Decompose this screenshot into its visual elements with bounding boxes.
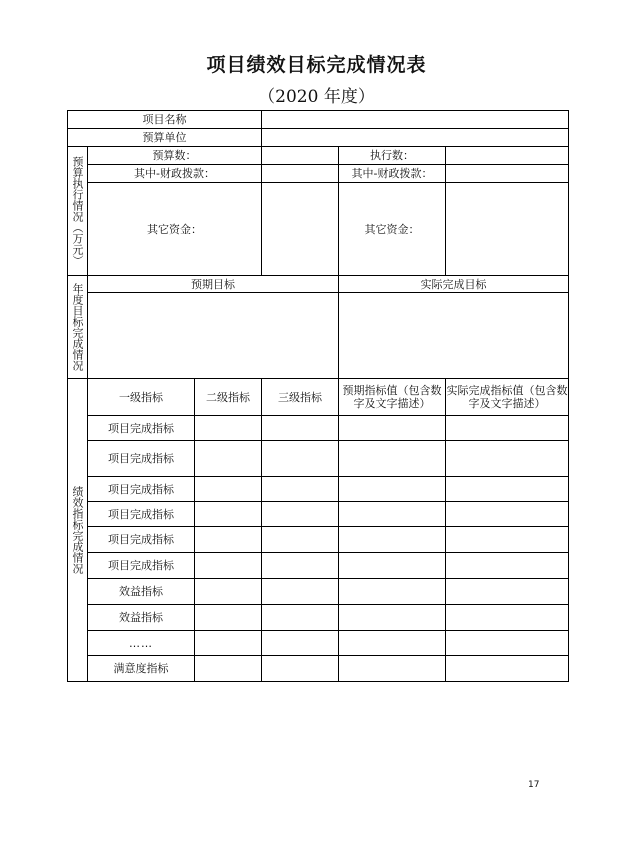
indicator-row-label: 满意度指标 xyxy=(88,656,195,682)
other-funds-label-right: 其它资金： xyxy=(339,183,446,276)
indicator-cell[interactable] xyxy=(195,605,262,631)
budget-unit-value[interactable] xyxy=(262,129,569,147)
indicator-row-label: 项目完成指标 xyxy=(88,441,195,477)
fiscal-label-right: 其中-财政拨款： xyxy=(339,165,446,183)
indicator-cell[interactable] xyxy=(195,477,262,502)
fiscal-value-left[interactable] xyxy=(262,165,339,183)
indicator-cell[interactable] xyxy=(262,441,339,477)
budget-unit-label: 预算单位 xyxy=(68,129,262,147)
other-funds-label-left: 其它资金： xyxy=(88,183,262,276)
indicator-cell[interactable] xyxy=(339,416,446,441)
indicator-cell[interactable] xyxy=(339,441,446,477)
indicator-cell[interactable] xyxy=(446,656,569,682)
actual-goal-value[interactable] xyxy=(339,293,569,379)
indicator-cell[interactable] xyxy=(262,502,339,527)
planned-goal-header: 预期目标 xyxy=(88,276,339,293)
indicator-cell[interactable] xyxy=(446,416,569,441)
indicator-cell[interactable] xyxy=(195,416,262,441)
indicator-section-label: 绩效指标完成情况 xyxy=(68,379,88,682)
indicator-header-level2: 二级指标 xyxy=(195,379,262,416)
fiscal-label-left: 其中-财政拨款： xyxy=(88,165,262,183)
fiscal-value-right[interactable] xyxy=(446,165,569,183)
indicator-cell[interactable] xyxy=(262,631,339,656)
indicator-cell[interactable] xyxy=(446,553,569,579)
indicator-cell[interactable] xyxy=(339,631,446,656)
indicator-header-level3: 三级指标 xyxy=(262,379,339,416)
indicator-row-label: 项目完成指标 xyxy=(88,502,195,527)
budget-amount-label: 预算数： xyxy=(88,147,262,165)
budget-exec-section-label: 预算执行情况（万元） xyxy=(68,147,88,276)
indicator-cell[interactable] xyxy=(339,656,446,682)
annual-goal-section-label: 年度目标完成情况 xyxy=(68,276,88,379)
indicator-row-label: 项目完成指标 xyxy=(88,477,195,502)
indicator-cell[interactable] xyxy=(339,502,446,527)
exec-amount-label: 执行数： xyxy=(339,147,446,165)
indicator-cell[interactable] xyxy=(262,605,339,631)
other-funds-value-left[interactable] xyxy=(262,183,339,276)
other-funds-value-right[interactable] xyxy=(446,183,569,276)
indicator-row-label: 项目完成指标 xyxy=(88,553,195,579)
budget-amount-value[interactable] xyxy=(262,147,339,165)
indicator-cell[interactable] xyxy=(339,527,446,553)
indicator-cell[interactable] xyxy=(446,441,569,477)
exec-amount-value[interactable] xyxy=(446,147,569,165)
page-title: 项目绩效目标完成情况表 xyxy=(206,54,427,76)
indicator-cell[interactable] xyxy=(262,656,339,682)
indicator-cell[interactable] xyxy=(262,579,339,605)
project-name-label: 项目名称 xyxy=(68,111,262,129)
indicator-cell[interactable] xyxy=(195,656,262,682)
planned-goal-value[interactable] xyxy=(88,293,339,379)
project-name-value[interactable] xyxy=(262,111,569,129)
indicator-cell[interactable] xyxy=(195,502,262,527)
indicator-row-label: 效益指标 xyxy=(88,605,195,631)
indicator-row-label: 效益指标 xyxy=(88,579,195,605)
indicator-cell[interactable] xyxy=(262,527,339,553)
indicator-cell[interactable] xyxy=(195,553,262,579)
indicator-cell[interactable] xyxy=(446,579,569,605)
indicator-cell[interactable] xyxy=(446,631,569,656)
indicator-header-level1: 一级指标 xyxy=(88,379,195,416)
page-number: 17 xyxy=(528,780,540,790)
indicator-cell[interactable] xyxy=(195,527,262,553)
indicator-cell[interactable] xyxy=(446,502,569,527)
indicator-cell[interactable] xyxy=(262,553,339,579)
year-subtitle: （2020 年度） xyxy=(258,87,375,107)
indicator-cell[interactable] xyxy=(339,605,446,631)
indicator-cell[interactable] xyxy=(195,631,262,656)
indicator-cell[interactable] xyxy=(446,605,569,631)
indicator-cell[interactable] xyxy=(262,416,339,441)
performance-table xyxy=(67,110,569,682)
indicator-header-actual: 实际完成指标值（包含数字及文字描述） xyxy=(446,379,569,416)
indicator-cell[interactable] xyxy=(195,441,262,477)
indicator-cell[interactable] xyxy=(195,579,262,605)
indicator-cell[interactable] xyxy=(339,553,446,579)
actual-goal-header: 实际完成目标 xyxy=(339,276,569,293)
indicator-cell[interactable] xyxy=(339,579,446,605)
indicator-cell[interactable] xyxy=(446,527,569,553)
indicator-cell[interactable] xyxy=(262,477,339,502)
indicator-row-label: …… xyxy=(88,631,195,656)
indicator-row-label: 项目完成指标 xyxy=(88,416,195,441)
indicator-header-planned: 预期指标值（包含数字及文字描述） xyxy=(339,379,446,416)
indicator-row-label: 项目完成指标 xyxy=(88,527,195,553)
indicator-cell[interactable] xyxy=(339,477,446,502)
indicator-cell[interactable] xyxy=(446,477,569,502)
